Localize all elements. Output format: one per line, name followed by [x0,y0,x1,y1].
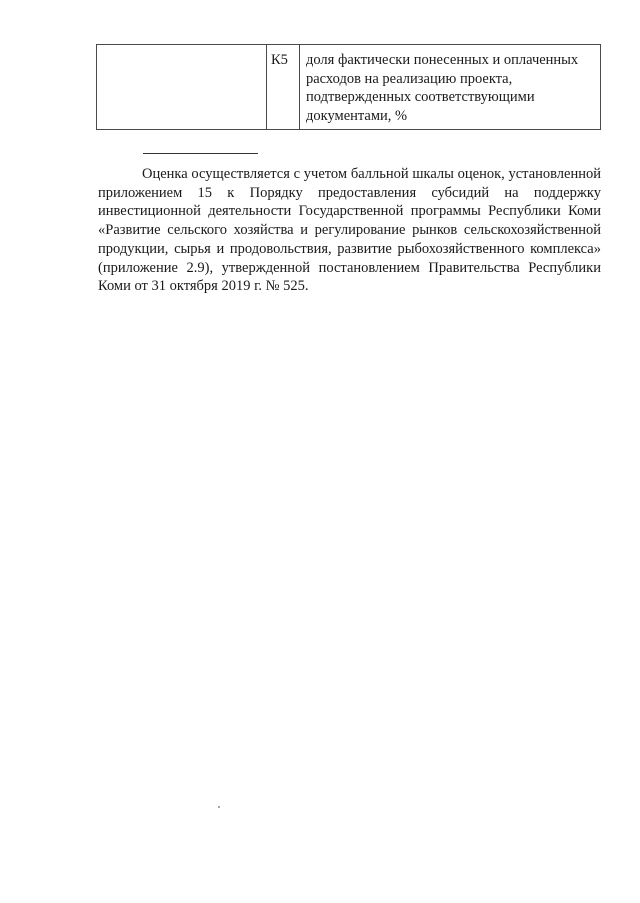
description-cell: доля фактически понесенных и оплаченных расходов на реализацию проекта, подтвержденных соответствующими документами, % [300,45,601,130]
empty-cell [97,45,267,130]
code-cell: К5 [267,45,300,130]
table-row [97,45,601,130]
criteria-table [96,44,601,130]
scan-speck [218,806,220,808]
footnote-separator [143,153,258,154]
footnote-paragraph: Оценка осуществляется с учетом балльной шкалы оценок, установленной приложением 15 к Порядку предоставления субсидий на поддержку инвестиционной деятельности Государственной программы Республики Коми «Развитие сельского хозяйства и регулирование рынков сельскохозяйственной продукции, сырья и продовольствия, развитие рыбохозяйственного комплекса» (приложение 2.9), утвержденной постановлением Правительства Республики Коми от 31 октября 2019 г. № 525. [98,166,601,295]
